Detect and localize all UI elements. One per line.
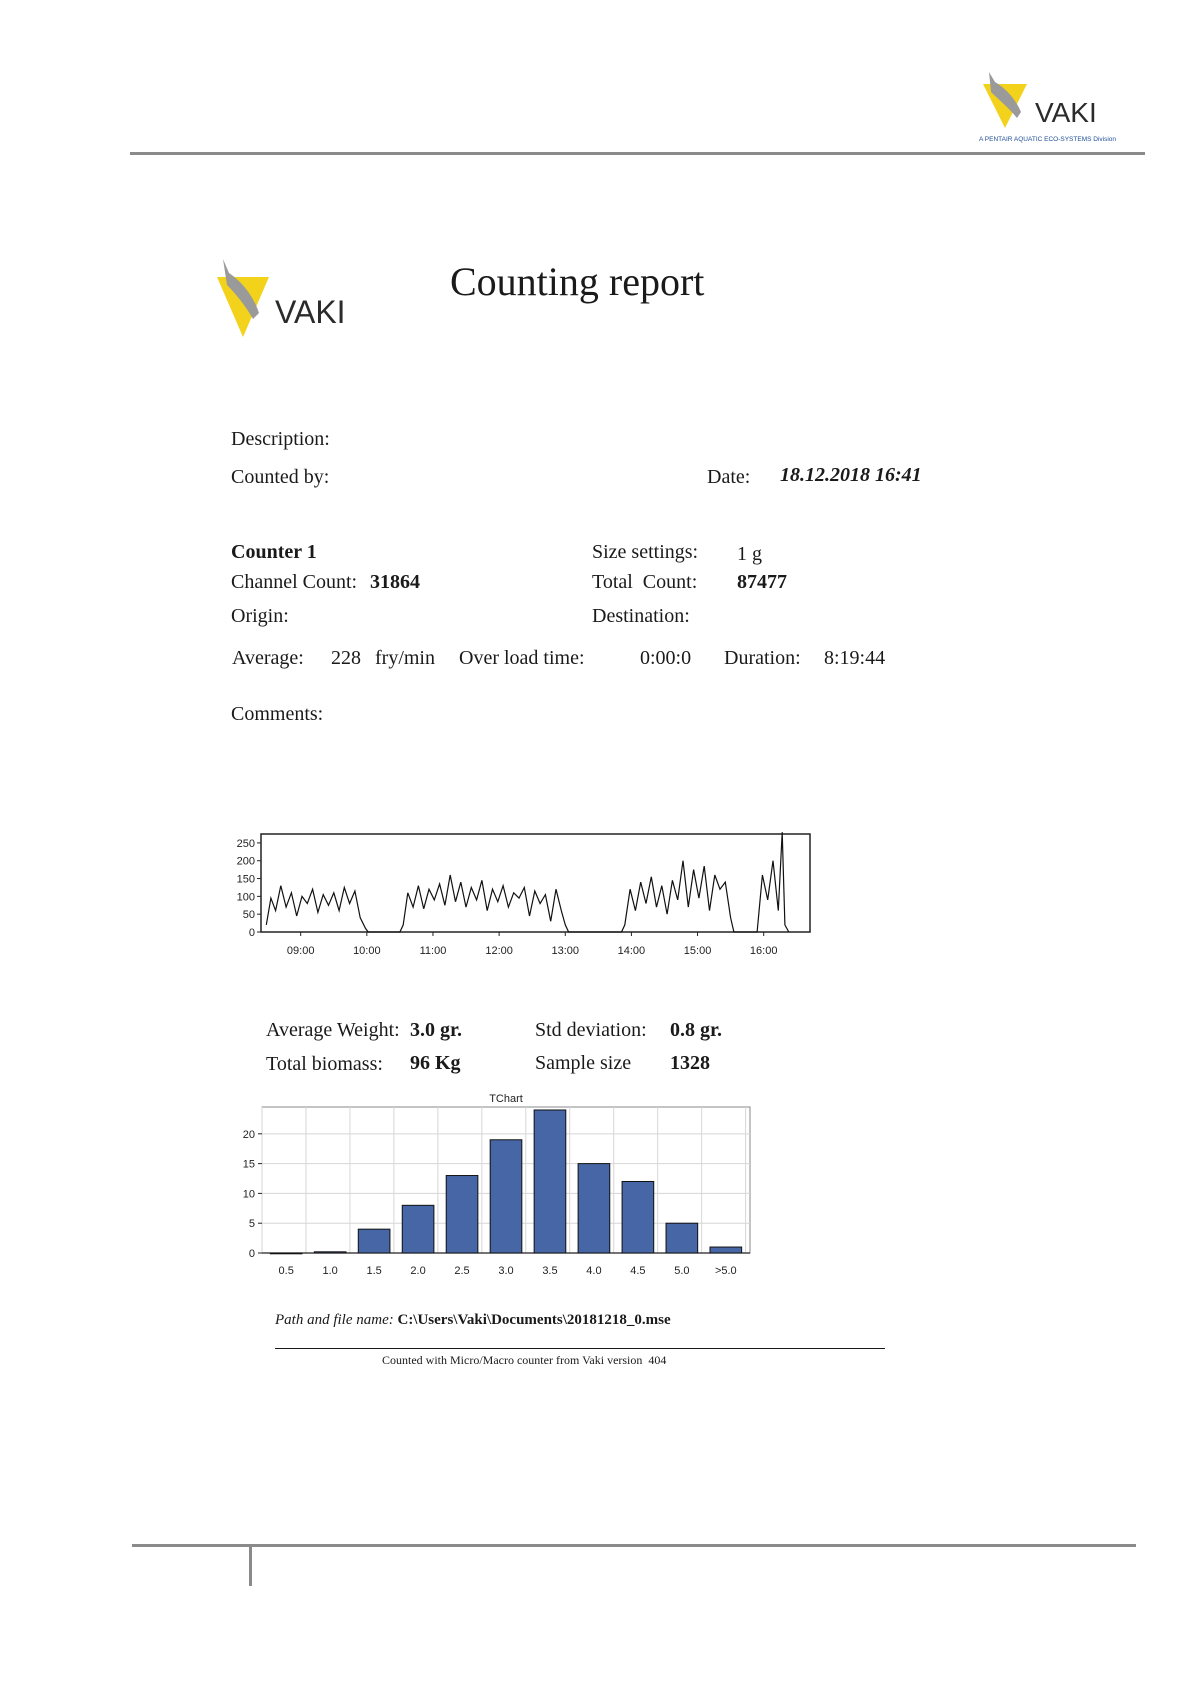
bar-x-tick-label: 4.0 [586, 1265, 602, 1277]
bar-x-tick-label: 2.0 [410, 1265, 426, 1277]
total-biomass-value: 96 Kg [410, 1052, 461, 1074]
line-plot-frame [261, 834, 810, 932]
bar-x-tick-label: 4.5 [630, 1265, 646, 1277]
page-title: Counting report [450, 259, 705, 304]
bar-x-tick-label: 1.5 [366, 1265, 382, 1277]
weight-bar [666, 1223, 698, 1253]
date-value: 18.12.2018 16:41 [780, 464, 922, 486]
count-line-chart [225, 828, 815, 963]
x-tick-label: 11:00 [419, 945, 447, 957]
x-tick-label: 14:00 [617, 945, 646, 957]
bar-y-tick-label: 10 [242, 1188, 255, 1201]
average-unit: fry/min [375, 647, 435, 669]
weight-bar [534, 1110, 566, 1253]
header-brand-name: VAKI [1035, 97, 1097, 128]
header-rule [130, 152, 1145, 155]
duration-label: Duration: [724, 647, 801, 669]
average-value: 228 [331, 647, 361, 669]
weight-bar [490, 1140, 522, 1253]
sample-size-label: Sample size [535, 1052, 632, 1074]
y-tick-label: 0 [248, 927, 255, 939]
bar-y-tick-label: 15 [242, 1158, 255, 1171]
total-count-label: Total Count: [592, 571, 698, 593]
weight-bar [578, 1164, 610, 1253]
total-count-value: 87477 [737, 571, 787, 593]
destination-label: Destination: [592, 605, 690, 627]
weight-bar-chart [225, 1090, 825, 1285]
x-tick-label: 12:00 [485, 945, 513, 957]
x-tick-label: 09:00 [286, 945, 315, 957]
bar-x-tick-label: 5.0 [674, 1265, 690, 1277]
bar-x-tick-label: 1.0 [322, 1265, 338, 1277]
channel-count-value: 31864 [370, 571, 420, 593]
weight-bar [402, 1205, 434, 1253]
counted-by-label: Counted by: [231, 466, 330, 488]
total-biomass-label: Total biomass: [266, 1053, 383, 1075]
bar-chart-title: TChart [489, 1093, 523, 1105]
counter-label: Counter 1 [231, 541, 317, 563]
bar-x-tick-label: 3.0 [498, 1265, 514, 1277]
duration-value: 8:19:44 [824, 647, 886, 669]
y-tick-label: 100 [236, 891, 255, 904]
avg-weight-value: 3.0 gr. [410, 1019, 463, 1041]
overload-label: Over load time: [459, 647, 585, 669]
x-tick-label: 15:00 [683, 945, 712, 957]
header-logo [975, 68, 1125, 146]
size-settings-label: Size settings: [592, 541, 699, 563]
weight-bar [358, 1229, 390, 1253]
vaki-fish-logo-icon [975, 68, 1125, 146]
weight-bar [710, 1247, 742, 1253]
average-label: Average: [232, 647, 304, 669]
weight-bar [270, 1253, 302, 1254]
x-tick-label: 13:00 [551, 945, 580, 957]
weight-bar [622, 1181, 654, 1253]
sample-size-value: 1328 [670, 1052, 710, 1074]
avg-weight-label: Average Weight: [266, 1019, 400, 1041]
bar-y-tick-label: 20 [242, 1128, 255, 1141]
footer-divider [249, 1544, 252, 1586]
weight-bar-chart-svg [225, 1090, 825, 1285]
std-dev-value: 0.8 gr. [670, 1019, 723, 1041]
weight-bar [446, 1176, 478, 1253]
bar-x-tick-label: >5.0 [714, 1265, 737, 1277]
bar-y-tick-label: 0 [248, 1248, 255, 1260]
path-rule [275, 1348, 885, 1349]
y-tick-label: 50 [242, 909, 255, 922]
footer-rule [132, 1544, 1136, 1547]
y-tick-label: 250 [236, 837, 255, 850]
weight-bar [314, 1252, 346, 1253]
count-line-chart-svg [225, 828, 815, 963]
path-label: Path and file name: [275, 1312, 394, 1328]
y-tick-label: 150 [236, 873, 255, 886]
bar-x-tick-label: 2.5 [454, 1265, 470, 1277]
report-logo-name: VAKI [275, 294, 346, 330]
path-line [275, 1312, 671, 1329]
date-label: Date: [707, 466, 751, 488]
report-logo [213, 255, 373, 345]
path-value: C:\Users\Vaki\Documents\20181218_0.mse [397, 1312, 671, 1328]
x-tick-label: 16:00 [749, 945, 778, 957]
size-settings-value: 1 g [737, 543, 762, 565]
x-tick-label: 10:00 [353, 945, 381, 957]
bar-y-tick-label: 5 [248, 1218, 255, 1231]
comments-label: Comments: [231, 703, 324, 725]
overload-value: 0:00:0 [640, 647, 692, 669]
bar-x-tick-label: 3.5 [542, 1265, 558, 1277]
footer-note: Counted with Micro/Macro counter from Vaki version 404 [382, 1353, 667, 1367]
y-tick-label: 200 [236, 855, 255, 868]
bar-x-tick-label: 0.5 [278, 1265, 294, 1277]
channel-count-label: Channel Count: [231, 571, 358, 593]
vaki-report-logo-icon [213, 255, 373, 345]
header-brand-tagline: A PENTAIR AQUATIC ECO-SYSTEMS Division [979, 136, 1117, 143]
origin-label: Origin: [231, 605, 289, 627]
std-dev-label: Std deviation: [535, 1019, 647, 1041]
description-label: Description: [231, 428, 330, 450]
